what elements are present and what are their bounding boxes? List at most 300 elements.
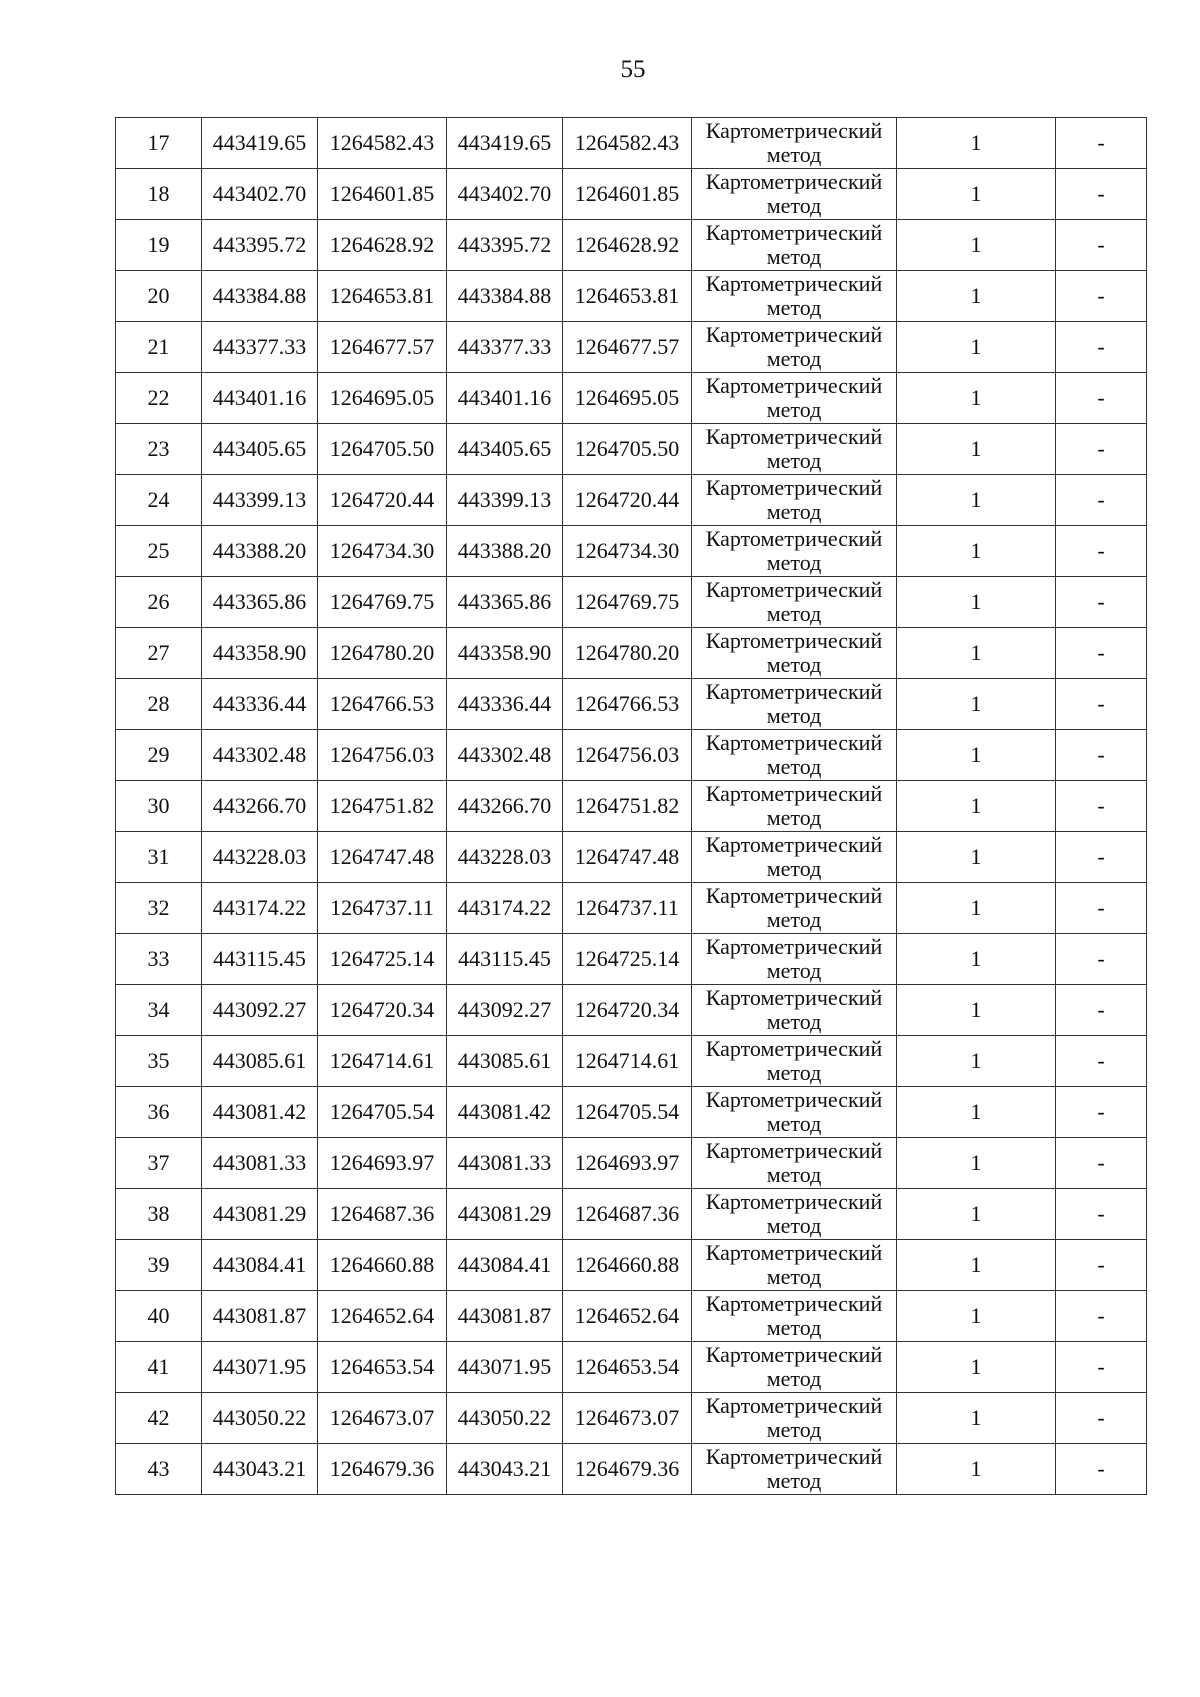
y-coordinate-cell: 1264628.92: [318, 220, 447, 271]
y-coordinate-cell: 1264660.88: [563, 1240, 692, 1291]
x-coordinate-cell: 443085.61: [202, 1036, 318, 1087]
method-line-1: Картометрический: [705, 1189, 883, 1214]
note-cell: -: [1056, 730, 1147, 781]
point-number-cell: 39: [116, 1240, 202, 1291]
x-coordinate-cell: 443302.48: [447, 730, 563, 781]
accuracy-cell: 1: [897, 883, 1056, 934]
note-cell: -: [1056, 679, 1147, 730]
table-row: [116, 628, 1147, 679]
note-cell: -: [1056, 934, 1147, 985]
method-line-2: метод: [766, 1417, 822, 1442]
point-number-cell: 17: [116, 118, 202, 169]
point-number-cell: 36: [116, 1087, 202, 1138]
table-row: [116, 934, 1147, 985]
x-coordinate-cell: 443081.87: [202, 1291, 318, 1342]
x-coordinate-cell: 443405.65: [447, 424, 563, 475]
accuracy-cell: 1: [897, 1444, 1056, 1495]
y-coordinate-cell: 1264756.03: [563, 730, 692, 781]
table-row: [116, 1342, 1147, 1393]
x-coordinate-cell: 443336.44: [447, 679, 563, 730]
y-coordinate-cell: 1264652.64: [318, 1291, 447, 1342]
point-number-cell: 31: [116, 832, 202, 883]
table-row: [116, 883, 1147, 934]
x-coordinate-cell: 443399.13: [447, 475, 563, 526]
y-coordinate-cell: 1264693.97: [318, 1138, 447, 1189]
method-line-1: Картометрический: [705, 169, 883, 194]
table-row: [116, 1189, 1147, 1240]
x-coordinate-cell: 443084.41: [202, 1240, 318, 1291]
note-cell: -: [1056, 628, 1147, 679]
method-line-1: Картометрический: [705, 322, 883, 347]
method-line-1: Картометрический: [705, 1393, 883, 1418]
method-cell: [692, 577, 897, 628]
method-line-2: метод: [766, 1060, 822, 1085]
accuracy-cell: 1: [897, 1240, 1056, 1291]
method-line-1: Картометрический: [705, 577, 883, 602]
note-cell: -: [1056, 1138, 1147, 1189]
y-coordinate-cell: 1264725.14: [563, 934, 692, 985]
page-number: 55: [620, 56, 646, 83]
y-coordinate-cell: 1264653.81: [318, 271, 447, 322]
point-number-cell: 35: [116, 1036, 202, 1087]
x-coordinate-cell: 443228.03: [447, 832, 563, 883]
point-number-cell: 22: [116, 373, 202, 424]
y-coordinate-cell: 1264737.11: [318, 883, 447, 934]
x-coordinate-cell: 443402.70: [202, 169, 318, 220]
point-number-cell: 23: [116, 424, 202, 475]
y-coordinate-cell: 1264601.85: [318, 169, 447, 220]
x-coordinate-cell: 443388.20: [447, 526, 563, 577]
x-coordinate-cell: 443402.70: [447, 169, 563, 220]
point-number-cell: 19: [116, 220, 202, 271]
table-row: [116, 1291, 1147, 1342]
point-number-cell: 40: [116, 1291, 202, 1342]
accuracy-cell: 1: [897, 730, 1056, 781]
accuracy-cell: 1: [897, 1393, 1056, 1444]
method-line-2: метод: [766, 1315, 822, 1340]
table-row: [116, 1444, 1147, 1495]
x-coordinate-cell: 443081.33: [202, 1138, 318, 1189]
method-line-2: метод: [766, 193, 822, 218]
y-coordinate-cell: 1264769.75: [318, 577, 447, 628]
method-line-1: Картометрический: [705, 832, 883, 857]
table-row: [116, 220, 1147, 271]
y-coordinate-cell: 1264601.85: [563, 169, 692, 220]
accuracy-cell: 1: [897, 577, 1056, 628]
accuracy-cell: 1: [897, 628, 1056, 679]
method-line-1: Картометрический: [705, 679, 883, 704]
point-number-cell: 20: [116, 271, 202, 322]
method-line-2: метод: [766, 1366, 822, 1391]
method-line-2: метод: [766, 295, 822, 320]
method-cell: [692, 475, 897, 526]
accuracy-cell: 1: [897, 1342, 1056, 1393]
method-line-1: Картометрический: [705, 424, 883, 449]
x-coordinate-cell: 443302.48: [202, 730, 318, 781]
y-coordinate-cell: 1264679.36: [318, 1444, 447, 1495]
y-coordinate-cell: 1264705.54: [563, 1087, 692, 1138]
method-cell: [692, 883, 897, 934]
point-number-cell: 43: [116, 1444, 202, 1495]
point-number-cell: 38: [116, 1189, 202, 1240]
y-coordinate-cell: 1264780.20: [563, 628, 692, 679]
x-coordinate-cell: 443092.27: [202, 985, 318, 1036]
y-coordinate-cell: 1264693.97: [563, 1138, 692, 1189]
method-cell: [692, 1036, 897, 1087]
x-coordinate-cell: 443401.16: [202, 373, 318, 424]
x-coordinate-cell: 443050.22: [202, 1393, 318, 1444]
table-row: [116, 373, 1147, 424]
table-row: [116, 169, 1147, 220]
method-line-1: Картометрический: [705, 1444, 883, 1469]
accuracy-cell: 1: [897, 781, 1056, 832]
x-coordinate-cell: 443081.29: [202, 1189, 318, 1240]
method-cell: [692, 985, 897, 1036]
method-line-2: метод: [766, 448, 822, 473]
coordinates-table: [115, 117, 1147, 1495]
table-row: [116, 577, 1147, 628]
point-number-cell: 33: [116, 934, 202, 985]
method-cell: [692, 118, 897, 169]
y-coordinate-cell: 1264653.54: [318, 1342, 447, 1393]
x-coordinate-cell: 443419.65: [202, 118, 318, 169]
note-cell: -: [1056, 526, 1147, 577]
method-line-2: метод: [766, 397, 822, 422]
table-row: [116, 730, 1147, 781]
x-coordinate-cell: 443081.42: [447, 1087, 563, 1138]
method-line-1: Картометрический: [705, 730, 883, 755]
method-cell: [692, 424, 897, 475]
note-cell: -: [1056, 373, 1147, 424]
table-row: [116, 832, 1147, 883]
point-number-cell: 34: [116, 985, 202, 1036]
note-cell: -: [1056, 322, 1147, 373]
method-line-1: Картометрический: [705, 628, 883, 653]
method-line-2: метод: [766, 1264, 822, 1289]
method-cell: [692, 271, 897, 322]
method-cell: [692, 679, 897, 730]
accuracy-cell: 1: [897, 271, 1056, 322]
note-cell: -: [1056, 1036, 1147, 1087]
method-line-2: метод: [766, 754, 822, 779]
y-coordinate-cell: 1264695.05: [563, 373, 692, 424]
note-cell: -: [1056, 1444, 1147, 1495]
note-cell: -: [1056, 883, 1147, 934]
x-coordinate-cell: 443071.95: [447, 1342, 563, 1393]
y-coordinate-cell: 1264687.36: [563, 1189, 692, 1240]
y-coordinate-cell: 1264677.57: [318, 322, 447, 373]
y-coordinate-cell: 1264720.44: [318, 475, 447, 526]
x-coordinate-cell: 443401.16: [447, 373, 563, 424]
y-coordinate-cell: 1264705.50: [563, 424, 692, 475]
method-cell: [692, 1087, 897, 1138]
y-coordinate-cell: 1264653.54: [563, 1342, 692, 1393]
note-cell: -: [1056, 475, 1147, 526]
y-coordinate-cell: 1264766.53: [318, 679, 447, 730]
method-line-2: метод: [766, 907, 822, 932]
point-number-cell: 18: [116, 169, 202, 220]
method-line-1: Картометрический: [705, 985, 883, 1010]
accuracy-cell: 1: [897, 1087, 1056, 1138]
y-coordinate-cell: 1264582.43: [318, 118, 447, 169]
point-number-cell: 42: [116, 1393, 202, 1444]
table-row: [116, 475, 1147, 526]
point-number-cell: 32: [116, 883, 202, 934]
table-row: [116, 1036, 1147, 1087]
x-coordinate-cell: 443399.13: [202, 475, 318, 526]
accuracy-cell: 1: [897, 1291, 1056, 1342]
table-row: [116, 985, 1147, 1036]
x-coordinate-cell: 443115.45: [447, 934, 563, 985]
y-coordinate-cell: 1264695.05: [318, 373, 447, 424]
method-cell: [692, 628, 897, 679]
point-number-cell: 30: [116, 781, 202, 832]
method-line-2: метод: [766, 856, 822, 881]
note-cell: -: [1056, 1393, 1147, 1444]
point-number-cell: 25: [116, 526, 202, 577]
method-cell: [692, 1393, 897, 1444]
method-line-2: метод: [766, 601, 822, 626]
x-coordinate-cell: 443384.88: [202, 271, 318, 322]
y-coordinate-cell: 1264705.50: [318, 424, 447, 475]
x-coordinate-cell: 443388.20: [202, 526, 318, 577]
x-coordinate-cell: 443050.22: [447, 1393, 563, 1444]
note-cell: -: [1056, 832, 1147, 883]
table-row: [116, 1240, 1147, 1291]
point-number-cell: 27: [116, 628, 202, 679]
method-cell: [692, 373, 897, 424]
x-coordinate-cell: 443405.65: [202, 424, 318, 475]
x-coordinate-cell: 443071.95: [202, 1342, 318, 1393]
y-coordinate-cell: 1264679.36: [563, 1444, 692, 1495]
method-cell: [692, 1189, 897, 1240]
point-number-cell: 26: [116, 577, 202, 628]
accuracy-cell: 1: [897, 1189, 1056, 1240]
x-coordinate-cell: 443365.86: [202, 577, 318, 628]
y-coordinate-cell: 1264660.88: [318, 1240, 447, 1291]
method-cell: [692, 730, 897, 781]
method-cell: [692, 169, 897, 220]
method-cell: [692, 1291, 897, 1342]
method-line-2: метод: [766, 1162, 822, 1187]
accuracy-cell: 1: [897, 832, 1056, 883]
y-coordinate-cell: 1264653.81: [563, 271, 692, 322]
y-coordinate-cell: 1264720.34: [318, 985, 447, 1036]
note-cell: -: [1056, 118, 1147, 169]
y-coordinate-cell: 1264652.64: [563, 1291, 692, 1342]
method-cell: [692, 526, 897, 577]
table-row: [116, 424, 1147, 475]
y-coordinate-cell: 1264673.07: [318, 1393, 447, 1444]
y-coordinate-cell: 1264720.44: [563, 475, 692, 526]
point-number-cell: 41: [116, 1342, 202, 1393]
note-cell: -: [1056, 577, 1147, 628]
method-cell: [692, 781, 897, 832]
method-line-2: метод: [766, 1213, 822, 1238]
method-cell: [692, 1240, 897, 1291]
note-cell: -: [1056, 220, 1147, 271]
method-line-1: Картометрический: [705, 1087, 883, 1112]
method-line-2: метод: [766, 244, 822, 269]
x-coordinate-cell: 443365.86: [447, 577, 563, 628]
y-coordinate-cell: 1264747.48: [563, 832, 692, 883]
x-coordinate-cell: 443336.44: [202, 679, 318, 730]
method-line-1: Картометрический: [705, 1138, 883, 1163]
method-line-1: Картометрический: [705, 1291, 883, 1316]
table-row: [116, 271, 1147, 322]
method-line-2: метод: [766, 652, 822, 677]
x-coordinate-cell: 443084.41: [447, 1240, 563, 1291]
x-coordinate-cell: 443266.70: [202, 781, 318, 832]
y-coordinate-cell: 1264705.54: [318, 1087, 447, 1138]
accuracy-cell: 1: [897, 475, 1056, 526]
accuracy-cell: 1: [897, 526, 1056, 577]
method-line-2: метод: [766, 1468, 822, 1493]
y-coordinate-cell: 1264756.03: [318, 730, 447, 781]
table-row: [116, 781, 1147, 832]
accuracy-cell: 1: [897, 424, 1056, 475]
x-coordinate-cell: 443384.88: [447, 271, 563, 322]
point-number-cell: 29: [116, 730, 202, 781]
accuracy-cell: 1: [897, 679, 1056, 730]
note-cell: -: [1056, 1291, 1147, 1342]
note-cell: -: [1056, 1240, 1147, 1291]
y-coordinate-cell: 1264714.61: [318, 1036, 447, 1087]
method-line-2: метод: [766, 346, 822, 371]
note-cell: -: [1056, 271, 1147, 322]
y-coordinate-cell: 1264751.82: [563, 781, 692, 832]
y-coordinate-cell: 1264780.20: [318, 628, 447, 679]
table-row: [116, 679, 1147, 730]
note-cell: -: [1056, 1189, 1147, 1240]
note-cell: -: [1056, 985, 1147, 1036]
method-line-1: Картометрический: [705, 1036, 883, 1061]
x-coordinate-cell: 443043.21: [447, 1444, 563, 1495]
x-coordinate-cell: 443115.45: [202, 934, 318, 985]
accuracy-cell: 1: [897, 1036, 1056, 1087]
point-number-cell: 28: [116, 679, 202, 730]
x-coordinate-cell: 443358.90: [447, 628, 563, 679]
y-coordinate-cell: 1264628.92: [563, 220, 692, 271]
y-coordinate-cell: 1264720.34: [563, 985, 692, 1036]
y-coordinate-cell: 1264737.11: [563, 883, 692, 934]
x-coordinate-cell: 443081.87: [447, 1291, 563, 1342]
x-coordinate-cell: 443377.33: [202, 322, 318, 373]
method-line-1: Картометрический: [705, 1240, 883, 1265]
method-cell: [692, 934, 897, 985]
y-coordinate-cell: 1264734.30: [563, 526, 692, 577]
note-cell: -: [1056, 781, 1147, 832]
method-line-1: Картометрический: [705, 271, 883, 296]
x-coordinate-cell: 443377.33: [447, 322, 563, 373]
x-coordinate-cell: 443081.42: [202, 1087, 318, 1138]
note-cell: -: [1056, 1342, 1147, 1393]
point-number-cell: 24: [116, 475, 202, 526]
method-line-1: Картометрический: [705, 118, 883, 143]
method-line-2: метод: [766, 958, 822, 983]
x-coordinate-cell: 443092.27: [447, 985, 563, 1036]
method-line-1: Картометрический: [705, 475, 883, 500]
method-line-1: Картометрический: [705, 883, 883, 908]
method-cell: [692, 1444, 897, 1495]
y-coordinate-cell: 1264725.14: [318, 934, 447, 985]
method-line-1: Картометрический: [705, 526, 883, 551]
x-coordinate-cell: 443395.72: [202, 220, 318, 271]
method-line-2: метод: [766, 550, 822, 575]
note-cell: -: [1056, 1087, 1147, 1138]
x-coordinate-cell: 443228.03: [202, 832, 318, 883]
x-coordinate-cell: 443174.22: [447, 883, 563, 934]
y-coordinate-cell: 1264734.30: [318, 526, 447, 577]
y-coordinate-cell: 1264747.48: [318, 832, 447, 883]
method-cell: [692, 220, 897, 271]
x-coordinate-cell: 443419.65: [447, 118, 563, 169]
method-line-2: метод: [766, 703, 822, 728]
accuracy-cell: 1: [897, 934, 1056, 985]
x-coordinate-cell: 443266.70: [447, 781, 563, 832]
y-coordinate-cell: 1264751.82: [318, 781, 447, 832]
note-cell: -: [1056, 169, 1147, 220]
y-coordinate-cell: 1264677.57: [563, 322, 692, 373]
y-coordinate-cell: 1264687.36: [318, 1189, 447, 1240]
y-coordinate-cell: 1264714.61: [563, 1036, 692, 1087]
x-coordinate-cell: 443174.22: [202, 883, 318, 934]
method-cell: [692, 1138, 897, 1189]
accuracy-cell: 1: [897, 322, 1056, 373]
accuracy-cell: 1: [897, 118, 1056, 169]
point-number-cell: 37: [116, 1138, 202, 1189]
table-body: [116, 118, 1147, 1495]
method-line-1: Картометрический: [705, 781, 883, 806]
table-row: [116, 1138, 1147, 1189]
method-line-1: Картометрический: [705, 220, 883, 245]
table-row: [116, 1393, 1147, 1444]
x-coordinate-cell: 443085.61: [447, 1036, 563, 1087]
table-row: [116, 118, 1147, 169]
table-row: [116, 1087, 1147, 1138]
method-line-2: метод: [766, 1009, 822, 1034]
method-line-2: метод: [766, 805, 822, 830]
point-number-cell: 21: [116, 322, 202, 373]
x-coordinate-cell: 443358.90: [202, 628, 318, 679]
note-cell: -: [1056, 424, 1147, 475]
accuracy-cell: 1: [897, 1138, 1056, 1189]
method-cell: [692, 832, 897, 883]
y-coordinate-cell: 1264673.07: [563, 1393, 692, 1444]
x-coordinate-cell: 443043.21: [202, 1444, 318, 1495]
y-coordinate-cell: 1264769.75: [563, 577, 692, 628]
method-line-2: метод: [766, 499, 822, 524]
x-coordinate-cell: 443081.29: [447, 1189, 563, 1240]
method-cell: [692, 1342, 897, 1393]
y-coordinate-cell: 1264582.43: [563, 118, 692, 169]
accuracy-cell: 1: [897, 985, 1056, 1036]
method-line-2: метод: [766, 1111, 822, 1136]
table-row: [116, 322, 1147, 373]
accuracy-cell: 1: [897, 373, 1056, 424]
method-line-1: Картометрический: [705, 373, 883, 398]
y-coordinate-cell: 1264766.53: [563, 679, 692, 730]
x-coordinate-cell: 443081.33: [447, 1138, 563, 1189]
method-line-2: метод: [766, 142, 822, 167]
method-cell: [692, 322, 897, 373]
accuracy-cell: 1: [897, 169, 1056, 220]
accuracy-cell: 1: [897, 220, 1056, 271]
method-line-1: Картометрический: [705, 1342, 883, 1367]
table-row: [116, 526, 1147, 577]
method-line-1: Картометрический: [705, 934, 883, 959]
x-coordinate-cell: 443395.72: [447, 220, 563, 271]
